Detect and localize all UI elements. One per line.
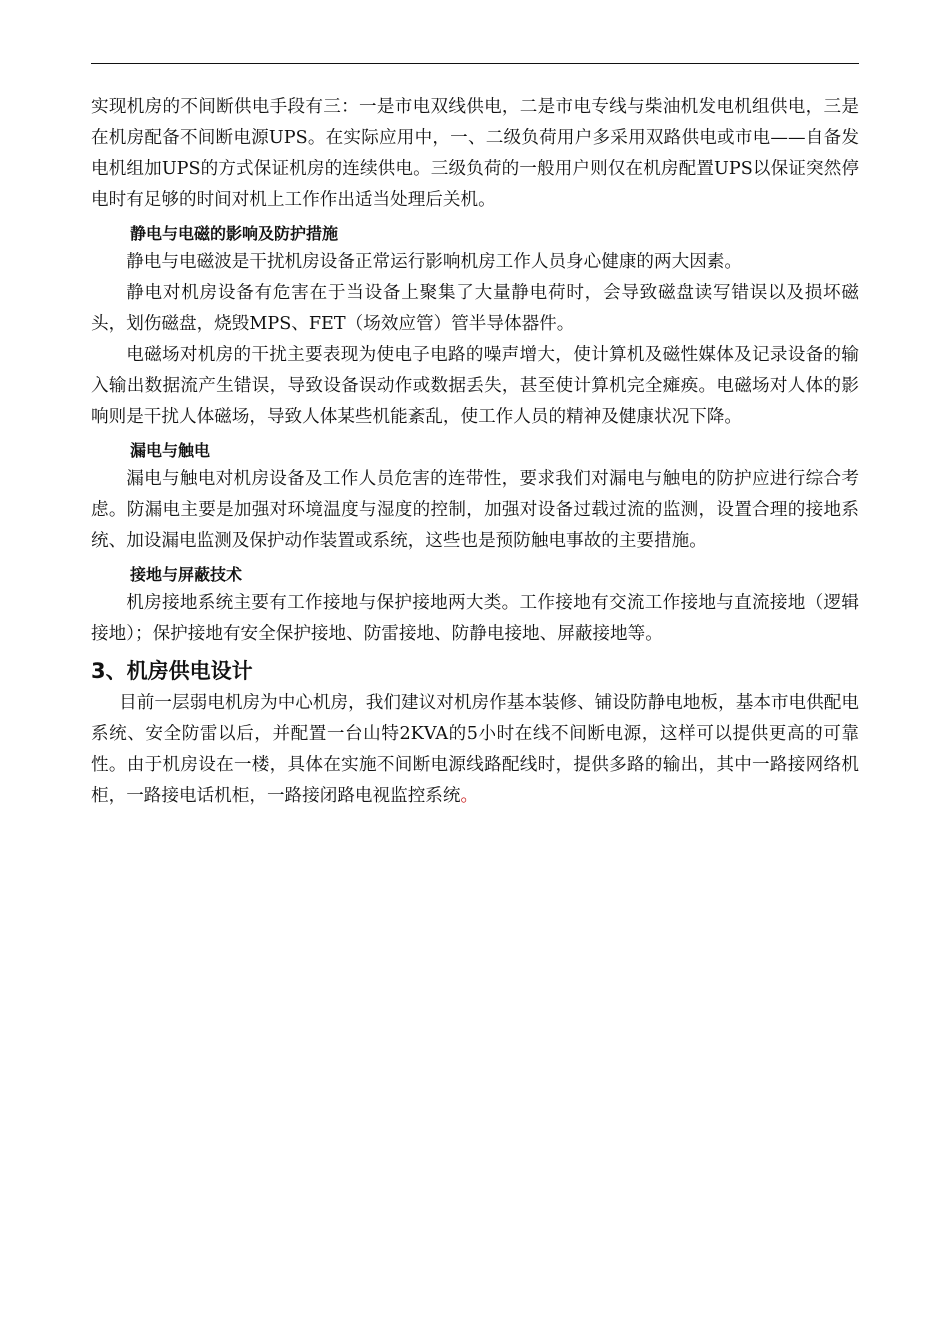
paragraph-grounding-types: 机房接地系统主要有工作接地与保护接地两大类。工作接地有交流工作接地与直流接地（逻辑接地）；保护接地有安全保护接地、防雷接地、防静电接地、屏蔽接地等。: [91, 593, 859, 644]
heading-static-electromagnetic: 静电与电磁的影响及防护措施: [130, 224, 339, 243]
paragraph-power-design-text: 目前一层弱电机房为中心机房，我们建议对机房作基本装修、铺设防静电地板，基本市电供配电系统、安全防雷以后，并配置一台山特2KVA的5小时在线不间断电源，这样可以提供更高的可靠性。由于机房设在一楼，具体在实施不间断电源线路配线时，提供多路的输出，其中一路接网络机柜，一路接电话机柜，一路接闭路电视监控系统: [91, 693, 859, 806]
paragraph-static-intro: 静电与电磁波是干扰机房设备正常运行影响机房工作人员身心健康的两大因素。: [126, 252, 742, 272]
paragraph-end-mark: 。: [460, 786, 479, 806]
paragraph-ups-supply: 实现机房的不间断供电手段有三：一是市电双线供电，二是市电专线与柴油机发电机组供电，三是在机房配备不间断电源UPS。在实际应用中，一、二级负荷用户多采用双路供电或市电——自备发电机组加UPS的方式保证机房的连续供电。三级负荷的一般用户则仅在机房配置UPS以保证突然停电时有足够的时间对机上工作作出适当处理后关机。: [91, 97, 859, 210]
paragraph-leakage-protection: 漏电与触电对机房设备及工作人员危害的连带性，要求我们对漏电与触电的防护应进行综合考虑。防漏电主要是加强对环境温度与湿度的控制，加强对设备过载过流的监测，设置合理的接地系统、加设漏电监测及保护动作装置或系统，这些也是预防触电事故的主要措施。: [91, 469, 859, 551]
heading-grounding-shielding: 接地与屏蔽技术: [130, 565, 243, 584]
heading-leakage-shock: 漏电与触电: [130, 441, 211, 460]
paragraph-static-harm: 静电对机房设备有危害在于当设备上聚集了大量静电荷时，会导致磁盘读写错误以及损坏磁头，划伤磁盘，烧毁MPS、FET（场效应管）管半导体器件。: [91, 283, 859, 334]
paragraph-em-interference: 电磁场对机房的干扰主要表现为使电子电路的噪声增大，使计算机及磁性媒体及记录设备的输入输出数据流产生错误，导致设备误动作或数据丢失，甚至使计算机完全瘫痪。电磁场对人体的影响则是干扰人体磁场，导致人体某些机能紊乱，使工作人员的精神及健康状况下降。: [91, 345, 859, 427]
section-heading-power-design: 3、机房供电设计: [91, 659, 253, 683]
document-body: [91, 92, 859, 812]
paragraph-power-design: [91, 688, 859, 812]
header-rule: [91, 63, 859, 64]
